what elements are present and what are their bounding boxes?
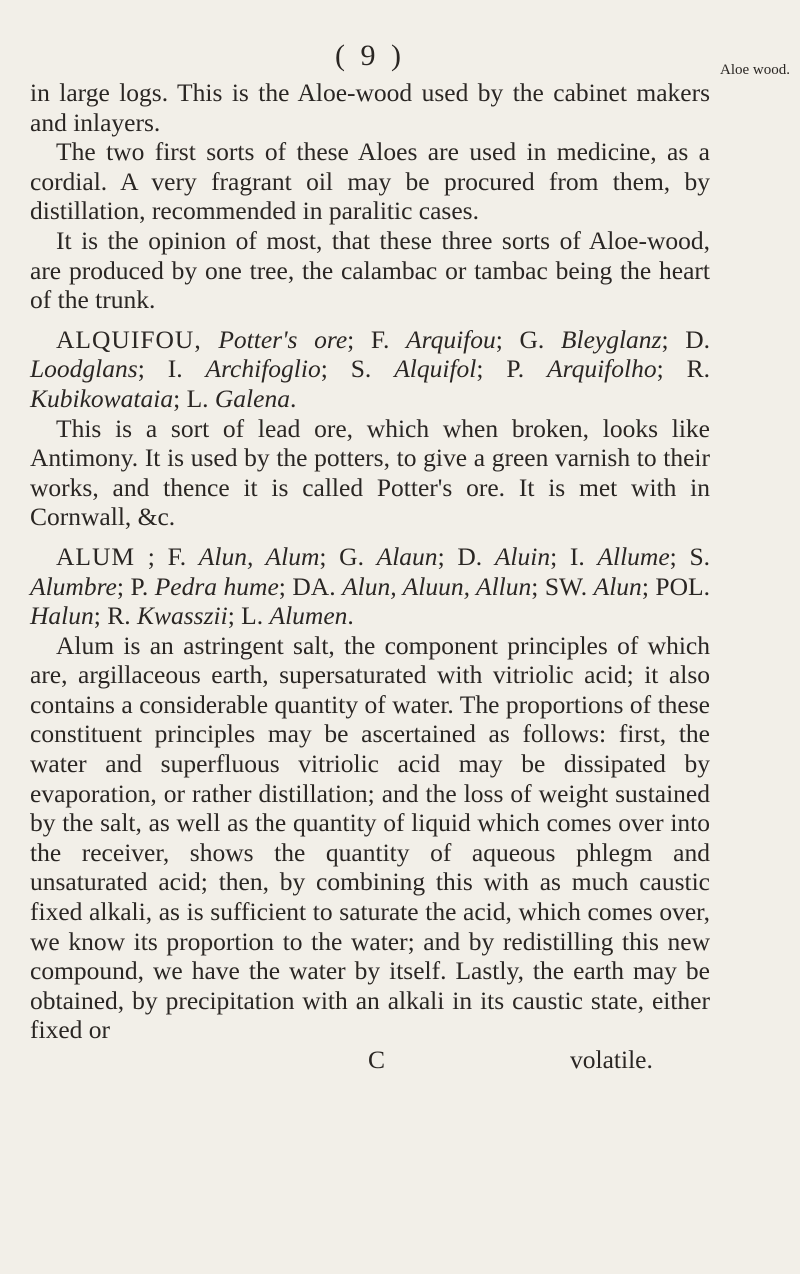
alum-headword: ALUM — [56, 541, 136, 571]
language-abbreviation: D. — [685, 324, 710, 354]
synonym-separator: ; — [116, 571, 131, 601]
synonym-separator: ; — [437, 541, 458, 571]
language-abbreviation: R. — [686, 354, 710, 384]
synonym-separator: ; — [669, 541, 690, 571]
catchline — [30, 1045, 710, 1075]
alum-synonyms — [30, 542, 710, 631]
synonym-name: Pedra hume — [154, 571, 279, 601]
alum-headword-separator: ; — [135, 541, 168, 571]
synonym-name: Kubikowataia — [30, 383, 174, 413]
language-abbreviation: S. — [350, 354, 395, 384]
catchword: volatile. — [570, 1045, 653, 1074]
synonym-name: Alumen — [269, 601, 348, 631]
synonym-name: Alun — [593, 571, 642, 601]
synonym-name: Aluin — [494, 541, 551, 571]
synonym-separator: ; — [137, 354, 168, 384]
alquifou-description: This is a sort of lead ore, which when broken, looks like Antimony. It is used by the potters, to give a green varnish to their works, and thence it is called Potter's ore. It is met with in Cornwall, &c. — [30, 413, 710, 532]
synonym-separator: ; — [476, 354, 507, 384]
synonym-name: Arquifolho — [547, 354, 657, 384]
language-abbreviation: I. — [569, 541, 598, 571]
synonym-separator: . — [289, 383, 297, 413]
language-abbreviation: G. — [339, 541, 377, 571]
synonym-name: Alun, Aluun, Allun — [342, 571, 532, 601]
synonym-name: Archifoglio — [205, 354, 321, 384]
aloe-paragraph-1: The two first sorts of these Aloes are used in medicine, as a cordial. A very fragrant oil may be procured from them, by distillation, recommended in paralitic cases. — [30, 137, 710, 226]
synonym-name: Bleyglanz — [560, 324, 662, 354]
language-abbreviation: P. — [506, 354, 548, 384]
language-abbreviation: L. — [241, 601, 270, 631]
language-abbreviation: SW. — [544, 571, 594, 601]
synonym-name: Arquifou — [406, 324, 496, 354]
synonym-separator: ; — [173, 383, 187, 413]
page — [30, 40, 710, 1075]
margin-note: Aloe wood. — [720, 62, 790, 78]
synonym-separator: ; — [93, 601, 108, 631]
language-abbreviation: DA. — [292, 571, 343, 601]
alquifou-synonyms — [30, 325, 710, 414]
synonym-separator: ; — [656, 354, 687, 384]
language-abbreviation: R. — [107, 601, 137, 631]
language-abbreviation: POL. — [655, 571, 710, 601]
synonym-separator: ; — [661, 324, 686, 354]
aloe-paragraph-2: It is the opinion of most, that these three sorts of Aloe-wood, are produced by one tree, the calambac or tambac being the heart of the trunk. — [30, 225, 710, 315]
synonym-name: Halun — [30, 601, 94, 631]
synonym-name: Alun, Alum — [198, 541, 320, 571]
language-abbreviation: S. — [689, 541, 710, 571]
synonym-separator: ; — [320, 354, 351, 384]
language-abbreviation: P. — [130, 571, 155, 601]
synonym-separator: ; — [495, 324, 520, 354]
synonym-separator: ; — [531, 571, 545, 601]
language-abbreviation: L. — [186, 383, 215, 413]
alquifou-headword: ALQUIFOU, — [56, 324, 202, 354]
synonym-name: Galena — [214, 383, 290, 413]
synonym-separator: ; — [227, 601, 242, 631]
synonym-separator: ; — [278, 571, 293, 601]
alum-description: Alum is an astringent salt, the component principles of which are, argillaceous earth, supersaturated with vitriolic acid; it also contains a considerable quantity of water. The proportions of these constituent principles may be ascertained as follows: first, the water and superfluous vitriolic acid may be dissipated by evaporation, or rather distillation; and the loss of weight sustained by the salt, as well as the quantity of liquid which comes over into the receiver, shows the quantity of aqueous phlegm and unsaturated acid; then, by combining this with as much caustic fixed alkali, as is sufficient to saturate the acid, which comes over, we know its proportion to the water; and by redistilling this new compound, we have the water by itself. Lastly, the earth may be obtained, by precipitation with an alkali in its caustic state, either fixed or — [30, 630, 710, 1045]
synonym-name: Alumbre — [30, 571, 117, 601]
signature-mark: C — [368, 1045, 386, 1074]
synonym-name: Alquifol — [394, 354, 477, 384]
language-abbreviation: D. — [457, 541, 495, 571]
synonym-separator: ; — [347, 324, 371, 354]
language-abbreviation: G. — [519, 324, 561, 354]
synonym-separator: ; — [319, 541, 340, 571]
synonym-separator: ; — [641, 571, 656, 601]
language-abbreviation: I. — [167, 354, 206, 384]
synonym-name: Allume — [597, 541, 670, 571]
aloe-continuation: in large logs. This is the Aloe-wood used by the cabinet makers and inlayers. — [30, 78, 710, 137]
language-abbreviation: F. — [167, 541, 199, 571]
synonym-separator: . — [347, 601, 354, 631]
synonym-name: Kwasszii — [136, 601, 228, 631]
language-abbreviation: F. — [370, 324, 407, 354]
synonym-name: Potter's ore — [218, 324, 348, 354]
page-number: ( 9 ) — [335, 39, 405, 72]
synonym-name: Alaun — [376, 541, 438, 571]
synonym-separator: ; — [550, 541, 570, 571]
synonym-name: Loodglans — [30, 354, 138, 384]
